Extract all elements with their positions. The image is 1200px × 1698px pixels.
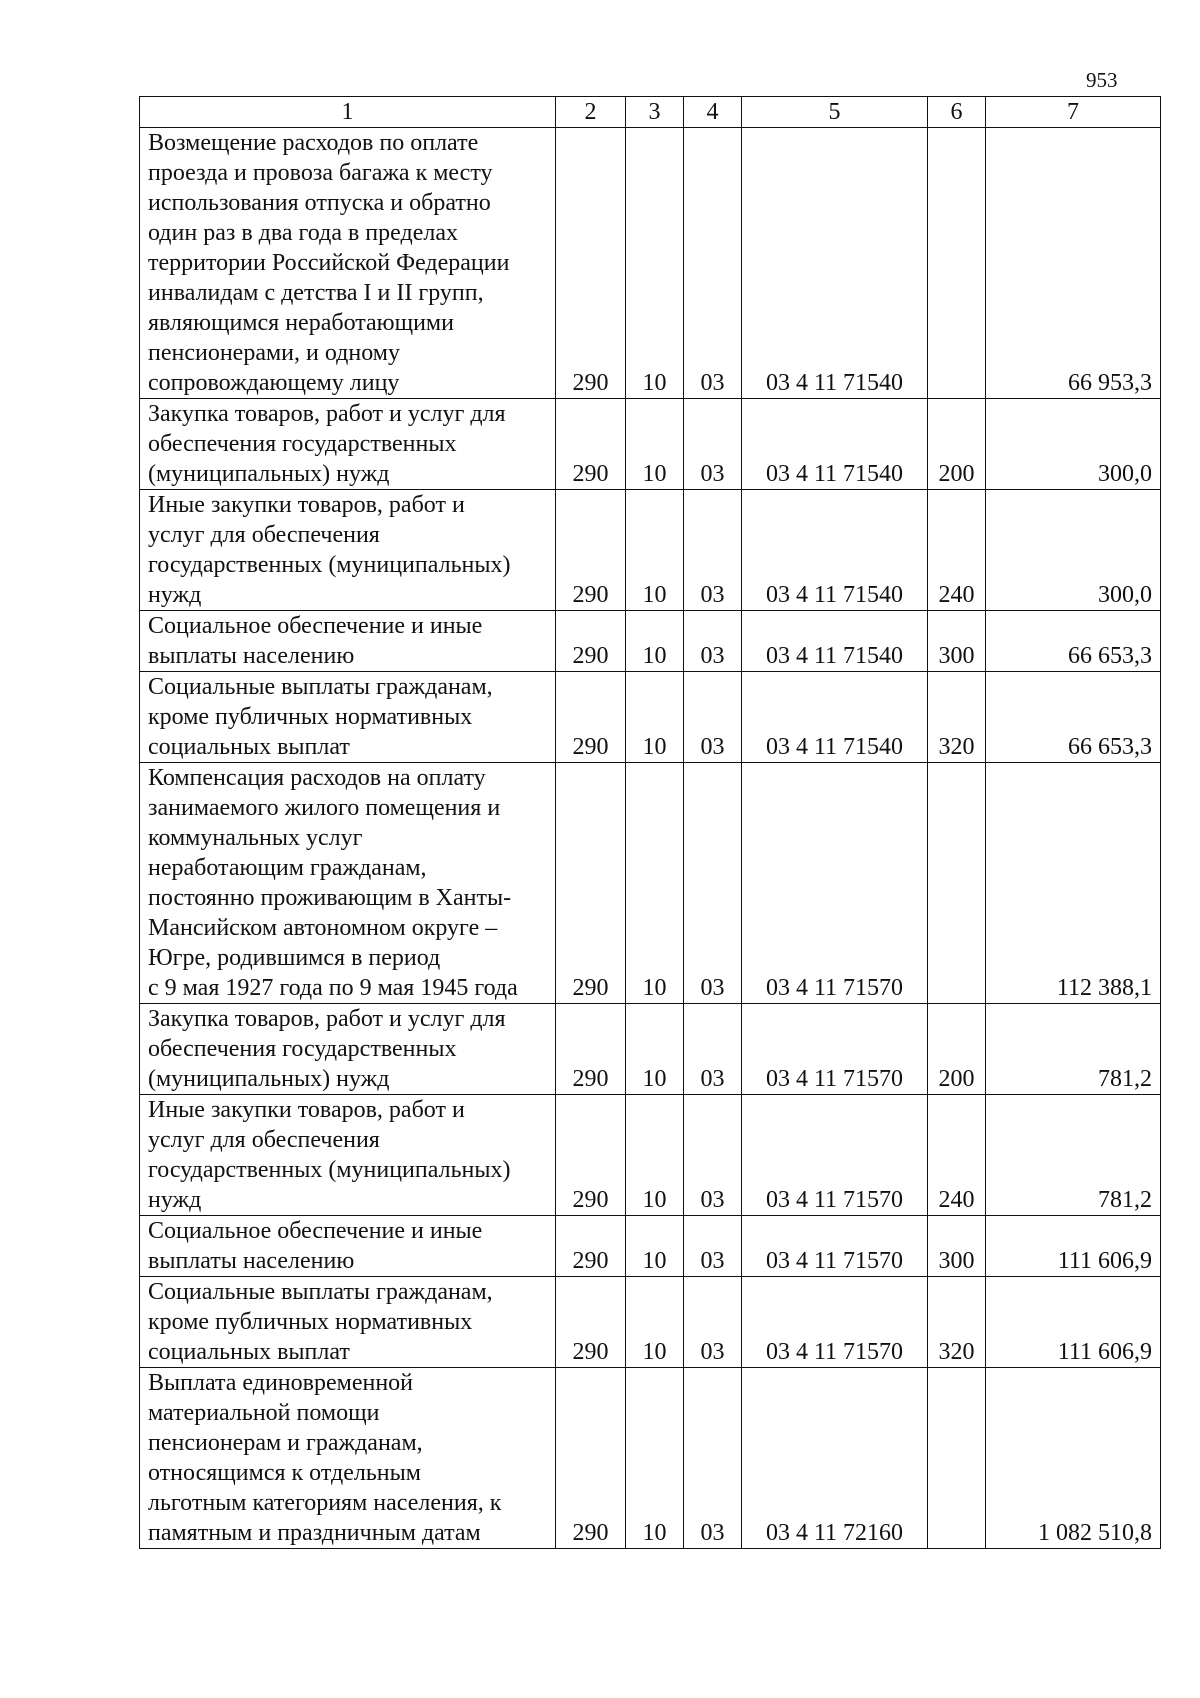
- cell-code-2: 290: [556, 128, 626, 399]
- table-row: [140, 1368, 1161, 1549]
- description-line: Социальные выплаты гражданам,: [148, 1279, 493, 1305]
- cell-amount: 66 653,3: [986, 672, 1161, 763]
- header-cell: 4: [684, 97, 742, 128]
- cell-target-article: 03 4 11 71570: [742, 1004, 928, 1095]
- description-line: Иные закупки товаров, работ и: [148, 1097, 465, 1123]
- cell-code-3: 10: [626, 672, 684, 763]
- cell-amount: 66 653,3: [986, 611, 1161, 672]
- description-line: (муниципальных) нужд: [148, 1066, 390, 1092]
- cell-target-article: 03 4 11 72160: [742, 1368, 928, 1549]
- description-line: нужд: [148, 1187, 202, 1213]
- description-line: относящимся к отдельным: [148, 1460, 421, 1486]
- cell-code-2: 290: [556, 1095, 626, 1216]
- cell-amount: 112 388,1: [986, 763, 1161, 1004]
- row-description: [140, 763, 556, 1004]
- header-cell: 5: [742, 97, 928, 128]
- cell-expense-type: 200: [928, 1004, 986, 1095]
- description-line: Закупка товаров, работ и услуг для: [148, 401, 506, 427]
- cell-amount: 111 606,9: [986, 1216, 1161, 1277]
- description-line: льготным категориям населения, к: [148, 1490, 502, 1516]
- cell-code-3: 10: [626, 1216, 684, 1277]
- table-row: [140, 611, 1161, 672]
- cell-code-2: 290: [556, 1368, 626, 1549]
- cell-code-4: 03: [684, 763, 742, 1004]
- description-line: один раз в два года в пределах: [148, 220, 458, 246]
- description-line: Югре, родившимся в период: [148, 945, 441, 971]
- description-line: материальной помощи: [148, 1400, 380, 1426]
- description-line: с 9 мая 1927 года по 9 мая 1945 года: [148, 975, 518, 1001]
- cell-expense-type: [928, 763, 986, 1004]
- cell-amount: 111 606,9: [986, 1277, 1161, 1368]
- cell-target-article: 03 4 11 71540: [742, 611, 928, 672]
- cell-expense-type: [928, 128, 986, 399]
- cell-expense-type: 300: [928, 611, 986, 672]
- cell-code-2: 290: [556, 672, 626, 763]
- cell-code-2: 290: [556, 399, 626, 490]
- description-line: пенсионерами, и одному: [148, 340, 400, 366]
- description-line: государственных (муниципальных): [148, 1157, 511, 1183]
- description-line: занимаемого жилого помещения и: [148, 795, 501, 821]
- table-row: [140, 1277, 1161, 1368]
- cell-code-2: 290: [556, 1004, 626, 1095]
- description-line: Выплата единовременной: [148, 1370, 414, 1396]
- cell-target-article: 03 4 11 71570: [742, 1216, 928, 1277]
- description-line: Закупка товаров, работ и услуг для: [148, 1006, 506, 1032]
- description-line: являющимся неработающими: [148, 310, 454, 336]
- cell-code-3: 10: [626, 128, 684, 399]
- cell-code-4: 03: [684, 1277, 742, 1368]
- table-row: [140, 490, 1161, 611]
- description-line: социальных выплат: [148, 1339, 350, 1365]
- cell-code-3: 10: [626, 763, 684, 1004]
- cell-code-3: 10: [626, 1004, 684, 1095]
- row-description: [140, 1095, 556, 1216]
- cell-code-2: 290: [556, 611, 626, 672]
- description-line: коммунальных услуг: [148, 825, 363, 851]
- cell-amount: 781,2: [986, 1095, 1161, 1216]
- table-row: [140, 1095, 1161, 1216]
- row-description: [140, 128, 556, 399]
- table-row: [140, 399, 1161, 490]
- description-line: пенсионерам и гражданам,: [148, 1430, 423, 1456]
- page-number: 953: [1086, 68, 1118, 92]
- budget-table: [139, 96, 1161, 1549]
- row-description: [140, 672, 556, 763]
- cell-target-article: 03 4 11 71540: [742, 399, 928, 490]
- description-line: сопровождающему лицу: [148, 370, 400, 396]
- cell-expense-type: 240: [928, 1095, 986, 1216]
- cell-code-3: 10: [626, 1277, 684, 1368]
- cell-target-article: 03 4 11 71570: [742, 1095, 928, 1216]
- description-line: кроме публичных нормативных: [148, 704, 473, 730]
- description-line: Социальные выплаты гражданам,: [148, 674, 493, 700]
- cell-code-4: 03: [684, 1216, 742, 1277]
- description-line: обеспечения государственных: [148, 1036, 457, 1062]
- cell-code-3: 10: [626, 611, 684, 672]
- description-line: неработающим гражданам,: [148, 855, 427, 881]
- cell-expense-type: 200: [928, 399, 986, 490]
- description-line: нужд: [148, 582, 202, 608]
- description-line: памятным и праздничным датам: [148, 1520, 481, 1546]
- description-line: обеспечения государственных: [148, 431, 457, 457]
- description-line: Социальное обеспечение и иные: [148, 1218, 483, 1244]
- cell-code-4: 03: [684, 1368, 742, 1549]
- table-row: [140, 1004, 1161, 1095]
- cell-target-article: 03 4 11 71540: [742, 672, 928, 763]
- row-description: [140, 1277, 556, 1368]
- cell-code-4: 03: [684, 490, 742, 611]
- description-line: (муниципальных) нужд: [148, 461, 390, 487]
- cell-target-article: 03 4 11 71570: [742, 1277, 928, 1368]
- header-cell: 7: [986, 97, 1161, 128]
- cell-code-4: 03: [684, 672, 742, 763]
- cell-amount: 1 082 510,8: [986, 1368, 1161, 1549]
- row-description: [140, 1004, 556, 1095]
- description-line: проезда и провоза багажа к месту: [148, 160, 493, 186]
- cell-code-2: 290: [556, 1216, 626, 1277]
- cell-code-3: 10: [626, 1368, 684, 1549]
- description-line: Иные закупки товаров, работ и: [148, 492, 465, 518]
- cell-code-4: 03: [684, 1095, 742, 1216]
- row-description: [140, 1216, 556, 1277]
- description-line: Социальное обеспечение и иные: [148, 613, 483, 639]
- header-cell: 1: [140, 97, 556, 128]
- description-line: использования отпуска и обратно: [148, 190, 491, 216]
- table-row: [140, 672, 1161, 763]
- cell-code-4: 03: [684, 611, 742, 672]
- header-cell: 2: [556, 97, 626, 128]
- description-line: постоянно проживающим в Ханты-: [148, 885, 512, 911]
- description-line: Возмещение расходов по оплате: [148, 130, 479, 156]
- cell-amount: 300,0: [986, 399, 1161, 490]
- cell-expense-type: 320: [928, 1277, 986, 1368]
- cell-expense-type: 320: [928, 672, 986, 763]
- description-line: выплаты населению: [148, 1248, 355, 1274]
- cell-code-3: 10: [626, 399, 684, 490]
- cell-target-article: 03 4 11 71540: [742, 128, 928, 399]
- cell-amount: 66 953,3: [986, 128, 1161, 399]
- row-description: [140, 399, 556, 490]
- cell-code-3: 10: [626, 490, 684, 611]
- cell-code-4: 03: [684, 1004, 742, 1095]
- table-row: [140, 1216, 1161, 1277]
- cell-code-3: 10: [626, 1095, 684, 1216]
- description-line: услуг для обеспечения: [148, 522, 380, 548]
- cell-expense-type: 300: [928, 1216, 986, 1277]
- description-line: Компенсация расходов на оплату: [148, 765, 486, 791]
- cell-amount: 781,2: [986, 1004, 1161, 1095]
- description-line: услуг для обеспечения: [148, 1127, 380, 1153]
- cell-code-2: 290: [556, 763, 626, 1004]
- cell-expense-type: [928, 1368, 986, 1549]
- row-description: [140, 611, 556, 672]
- row-description: [140, 1368, 556, 1549]
- description-line: Мансийском автономном округе –: [148, 915, 498, 941]
- cell-code-4: 03: [684, 128, 742, 399]
- description-line: выплаты населению: [148, 643, 355, 669]
- header-cell: 6: [928, 97, 986, 128]
- cell-code-4: 03: [684, 399, 742, 490]
- description-line: социальных выплат: [148, 734, 350, 760]
- description-line: кроме публичных нормативных: [148, 1309, 473, 1335]
- row-description: [140, 490, 556, 611]
- cell-target-article: 03 4 11 71540: [742, 490, 928, 611]
- header-cell: 3: [626, 97, 684, 128]
- description-line: государственных (муниципальных): [148, 552, 511, 578]
- cell-amount: 300,0: [986, 490, 1161, 611]
- cell-expense-type: 240: [928, 490, 986, 611]
- table-row: [140, 763, 1161, 1004]
- description-line: территории Российской Федерации: [148, 250, 510, 276]
- description-line: инвалидам с детства I и II групп,: [148, 280, 484, 306]
- cell-code-2: 290: [556, 1277, 626, 1368]
- table-header-row: [140, 97, 1161, 128]
- cell-code-2: 290: [556, 490, 626, 611]
- table-row: [140, 128, 1161, 399]
- cell-target-article: 03 4 11 71570: [742, 763, 928, 1004]
